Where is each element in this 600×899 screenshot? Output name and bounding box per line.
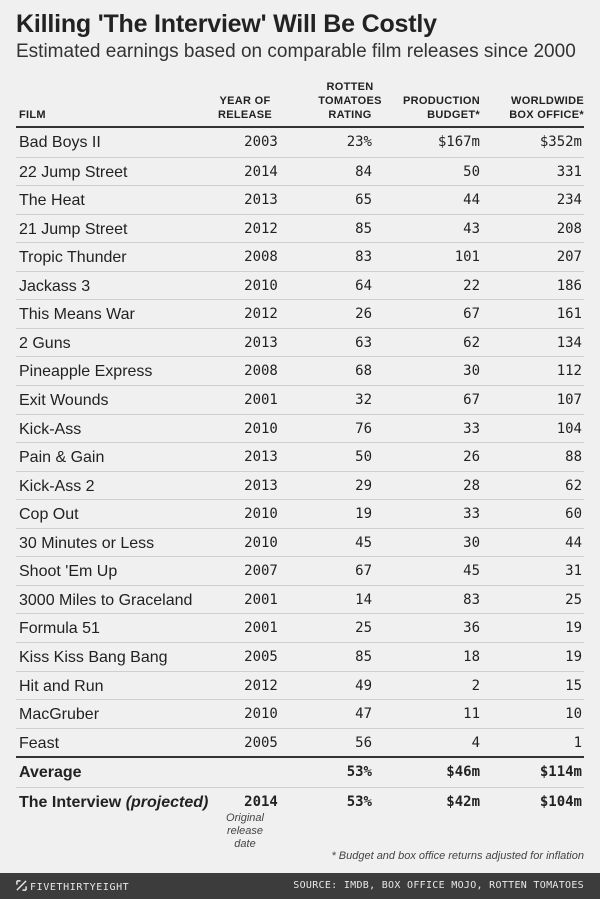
rating-cell: 32 — [355, 391, 372, 408]
table-row — [16, 471, 584, 500]
table-row — [16, 299, 584, 328]
budget-cell: 18 — [463, 648, 480, 665]
footnote: * Budget and box office returns adjusted for inflation — [331, 850, 584, 862]
box-office-cell: 208 — [556, 220, 582, 237]
budget-cell: 30 — [463, 363, 480, 380]
year-cell: 2007 — [244, 563, 278, 580]
film-name-cell: Feast — [19, 734, 60, 752]
year-cell: 2008 — [244, 363, 278, 380]
year-cell: 2010 — [244, 277, 278, 294]
rating-cell: 23% — [346, 134, 372, 150]
rating-cell: 45 — [355, 534, 372, 551]
projected-label: The Interview (projected) — [19, 794, 209, 811]
film-name-cell: Pineapple Express — [19, 363, 153, 381]
year-cell: 2005 — [244, 734, 278, 751]
rating-cell: 68 — [355, 363, 372, 380]
film-name-cell: 22 Jump Street — [19, 163, 128, 181]
box-office-cell: $352m — [539, 134, 582, 150]
year-cell: 2010 — [244, 706, 278, 722]
table-row — [16, 442, 584, 471]
year-cell: 2010 — [244, 420, 278, 437]
table-row — [16, 528, 584, 557]
chart-subtitle: Estimated earnings based on comparable film releases since 2000 — [16, 41, 576, 62]
year-cell: 2001 — [244, 391, 278, 408]
year-cell: 2001 — [244, 591, 278, 608]
year-cell: 2010 — [244, 534, 278, 551]
table-row — [16, 642, 584, 671]
rating-cell: 65 — [355, 192, 372, 209]
projected-budget: $42m — [446, 794, 480, 810]
box-office-cell: 10 — [565, 706, 582, 722]
rating-cell: 76 — [355, 420, 372, 437]
film-name-cell: Tropic Thunder — [19, 249, 127, 267]
table-row — [16, 499, 584, 528]
film-name-cell: 3000 Miles to Graceland — [19, 591, 193, 609]
year-cell: 2013 — [244, 334, 278, 351]
header-rating: ROTTEN TOMATOES RATING — [318, 81, 382, 121]
rating-cell: 85 — [355, 220, 372, 237]
year-cell: 2005 — [244, 648, 278, 665]
film-name-cell: 21 Jump Street — [19, 220, 128, 238]
year-cell: 2012 — [244, 220, 278, 237]
film-name-cell: Cop Out — [19, 506, 79, 524]
table-row — [16, 613, 584, 642]
header-film: FILM — [19, 109, 46, 121]
year-cell: 2013 — [244, 449, 278, 466]
rating-cell: 25 — [355, 620, 372, 637]
budget-cell: 11 — [463, 706, 480, 722]
budget-cell: 101 — [454, 249, 480, 266]
budget-cell: 67 — [463, 306, 480, 323]
year-cell: 2003 — [244, 134, 278, 150]
budget-cell: 26 — [463, 449, 480, 466]
chart-title: Killing 'The Interview' Will Be Costly — [16, 10, 437, 38]
film-name-cell: Jackass 3 — [19, 277, 91, 295]
box-office-cell: 19 — [565, 648, 582, 665]
year-cell: 2001 — [244, 620, 278, 637]
rating-cell: 63 — [355, 334, 372, 351]
film-name-cell: Shoot 'Em Up — [19, 563, 118, 581]
budget-cell: 62 — [463, 334, 480, 351]
projected-year-note: Original release date — [226, 812, 264, 850]
box-office-cell: 25 — [565, 591, 582, 608]
table-row — [16, 585, 584, 614]
box-office-cell: 112 — [556, 363, 582, 380]
table-row — [16, 157, 584, 186]
film-name-cell: 2 Guns — [19, 334, 71, 352]
rating-cell: 84 — [355, 163, 372, 180]
budget-cell: $167m — [437, 134, 480, 150]
year-cell: 2014 — [244, 163, 278, 180]
rating-cell: 67 — [355, 563, 372, 580]
table-row — [16, 385, 584, 414]
table-row — [16, 214, 584, 243]
film-name-cell: Kick-Ass 2 — [19, 477, 95, 495]
header-year: YEAR OF RELEASE — [217, 95, 273, 121]
budget-cell: 45 — [463, 563, 480, 580]
film-name-cell: Formula 51 — [19, 620, 100, 638]
footer-bar — [0, 873, 600, 899]
source-credit: SOURCE: IMDB, BOX OFFICE MOJO, ROTTEN TOMATOES — [293, 880, 584, 891]
film-name-cell: MacGruber — [19, 706, 100, 723]
budget-cell: 33 — [463, 420, 480, 437]
average-row — [16, 758, 584, 786]
rating-cell: 14 — [355, 591, 372, 608]
box-office-cell: 161 — [556, 306, 582, 323]
box-office-cell: 186 — [556, 277, 582, 294]
film-name-cell: 30 Minutes or Less — [19, 534, 155, 552]
box-office-cell: 62 — [565, 477, 582, 494]
box-office-cell: 19 — [565, 620, 582, 637]
table-row — [16, 128, 584, 156]
box-office-cell: 44 — [565, 534, 582, 551]
table-row — [16, 185, 584, 214]
table-row — [16, 271, 584, 300]
projected-row — [16, 787, 584, 816]
budget-cell: 67 — [463, 391, 480, 408]
budget-cell: 22 — [463, 277, 480, 294]
year-cell: 2010 — [244, 506, 278, 523]
year-cell: 2012 — [244, 306, 278, 323]
budget-cell: 50 — [463, 163, 480, 180]
budget-cell: 28 — [463, 477, 480, 494]
fivethirtyeight-icon — [16, 880, 27, 891]
film-name-cell: Bad Boys II — [19, 134, 101, 151]
average-label: Average — [19, 764, 82, 781]
rating-cell: 29 — [355, 477, 372, 494]
budget-cell: 83 — [463, 591, 480, 608]
budget-cell: 4 — [471, 734, 480, 751]
film-name-cell: This Means War — [19, 306, 135, 324]
table-row — [16, 556, 584, 585]
rating-cell: 47 — [355, 706, 372, 722]
box-office-cell: 1 — [573, 734, 582, 751]
projected-year: 2014 — [244, 794, 278, 810]
table-row — [16, 671, 584, 700]
film-name-cell: Kick-Ass — [19, 420, 82, 438]
table-row — [16, 356, 584, 385]
budget-cell: 33 — [463, 506, 480, 523]
box-office-cell: 31 — [565, 563, 582, 580]
box-office-cell: 88 — [565, 449, 582, 466]
box-office-cell: 207 — [556, 249, 582, 266]
rating-cell: 64 — [355, 277, 372, 294]
year-cell: 2013 — [244, 477, 278, 494]
year-cell: 2012 — [244, 677, 278, 694]
rating-cell: 50 — [355, 449, 372, 466]
box-office-cell: 331 — [556, 163, 582, 180]
budget-cell: 43 — [463, 220, 480, 237]
table-row — [16, 699, 584, 728]
average-rating: 53% — [346, 764, 372, 780]
table-row — [16, 242, 584, 271]
film-name-cell: Pain & Gain — [19, 449, 105, 467]
box-office-cell: 107 — [556, 391, 582, 408]
box-office-cell: 134 — [556, 334, 582, 351]
film-name-cell: The Heat — [19, 192, 85, 210]
budget-cell: 36 — [463, 620, 480, 637]
year-cell: 2013 — [244, 192, 278, 209]
film-name-cell: Exit Wounds — [19, 391, 109, 409]
rating-cell: 85 — [355, 648, 372, 665]
average-box-office: $114m — [539, 764, 582, 780]
year-cell: 2008 — [244, 249, 278, 266]
budget-cell: 44 — [463, 192, 480, 209]
projected-box-office: $104m — [539, 794, 582, 810]
box-office-cell: 234 — [556, 192, 582, 209]
table-row — [16, 414, 584, 443]
average-budget: $46m — [446, 764, 480, 780]
box-office-cell: 15 — [565, 677, 582, 694]
header-budget: PRODUCTION BUDGET* — [403, 95, 480, 121]
header-box-office: WORLDWIDE BOX OFFICE* — [509, 95, 584, 121]
rating-cell: 56 — [355, 734, 372, 751]
rating-cell: 26 — [355, 306, 372, 323]
budget-cell: 2 — [471, 677, 480, 694]
rating-cell: 19 — [355, 506, 372, 523]
film-name-cell: Kiss Kiss Bang Bang — [19, 648, 168, 666]
projected-rating: 53% — [346, 794, 372, 810]
table-row — [16, 728, 584, 757]
film-name-cell: Hit and Run — [19, 677, 104, 695]
budget-cell: 30 — [463, 534, 480, 551]
rating-cell: 83 — [355, 249, 372, 266]
box-office-cell: 60 — [565, 506, 582, 523]
box-office-cell: 104 — [556, 420, 582, 437]
table-row — [16, 328, 584, 357]
rating-cell: 49 — [355, 677, 372, 694]
brand-logo: FIVETHIRTYEIGHT — [16, 880, 129, 893]
